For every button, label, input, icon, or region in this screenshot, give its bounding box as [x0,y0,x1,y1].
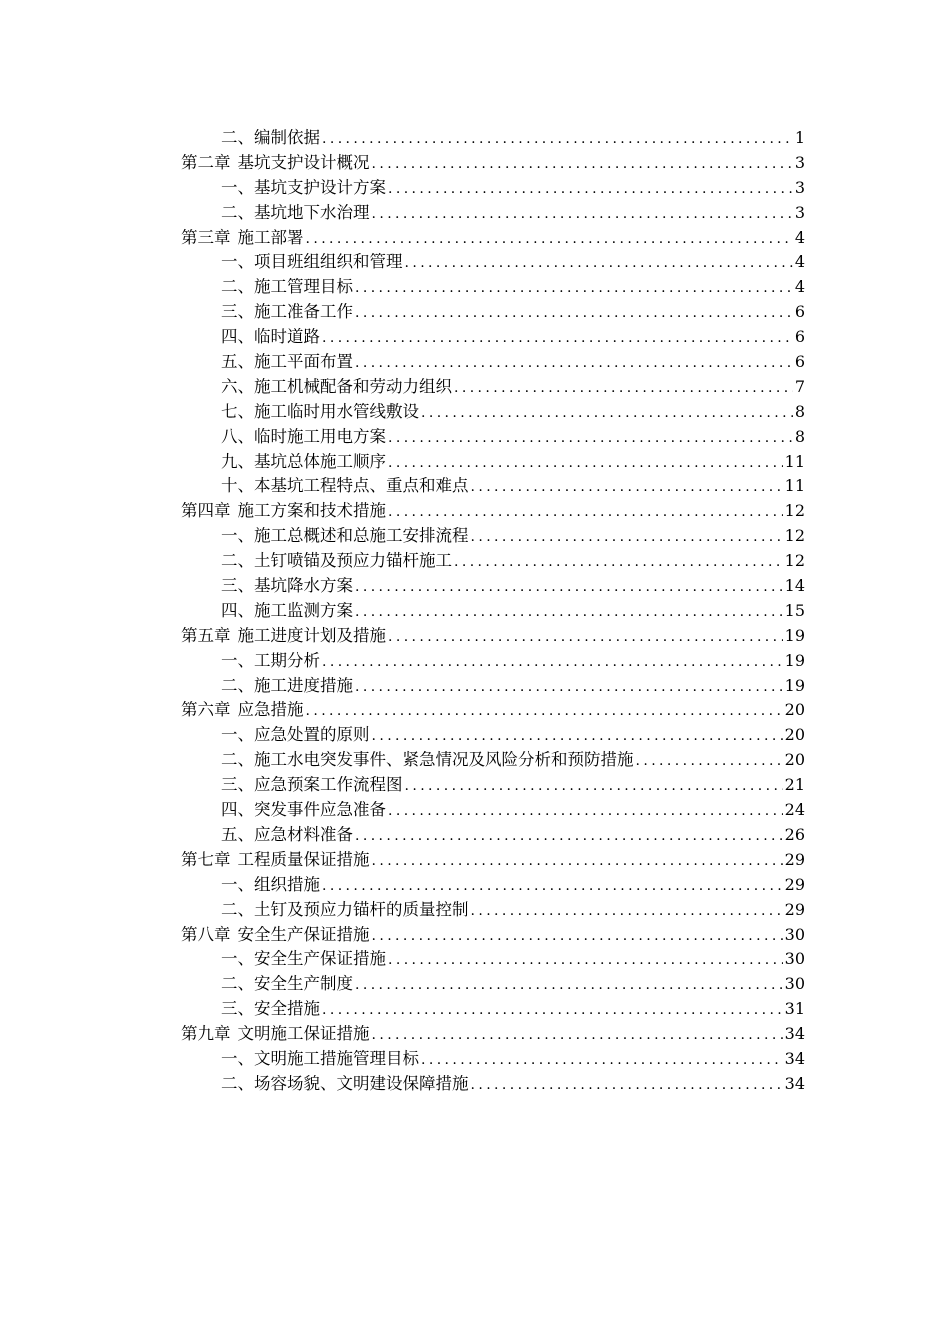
toc-chapter-entry[interactable] [181,698,805,723]
toc-entry-title [221,674,353,699]
toc-section-entry[interactable] [181,972,805,997]
toc-page-number: 29 [784,874,805,894]
toc-chapter-entry[interactable] [181,151,805,176]
toc-page-number: 20 [784,700,805,720]
toc-page-number: 34 [784,1024,805,1044]
chapter-number: 第二章 [181,152,231,172]
toc-section-entry[interactable] [181,201,805,226]
toc-entry-text: 一、施工总概述和总施工安排流程 [221,526,469,546]
toc-entry-title [221,474,469,499]
dot-leader [372,152,793,177]
toc-page-number: 4 [794,227,805,247]
toc-entry-text: 一、应急处置的原则 [221,725,370,745]
toc-entry-text: 十、本基坑工程特点、重点和难点 [221,476,469,496]
dot-leader [322,998,783,1023]
toc-entry-text: 四、突发事件应急准备 [221,800,386,820]
dot-leader [372,724,783,749]
toc-entry-title [221,176,386,201]
toc-entry-text: 八、临时施工用电方案 [221,426,386,446]
toc-entry-text: 六、施工机械配备和劳动力组织 [221,376,452,396]
toc-chapter-entry[interactable] [181,624,805,649]
toc-entry-text: 二、安全生产制度 [221,974,353,994]
toc-entry-title [221,126,320,151]
chapter-number: 第五章 [181,625,231,645]
toc-entry-title [221,873,320,898]
toc-entry-title [221,947,386,972]
toc-chapter-entry[interactable] [181,923,805,948]
toc-section-entry[interactable] [181,798,805,823]
toc-entry-title [221,450,386,475]
chapter-number: 第九章 [181,1024,231,1044]
toc-entry-title [181,1022,370,1047]
toc-page-number: 12 [784,551,805,571]
chapter-number: 第六章 [181,700,231,720]
toc-page-number: 19 [784,650,805,670]
toc-entry-title [221,350,353,375]
dot-leader [471,899,783,924]
toc-section-entry[interactable] [181,350,805,375]
toc-page-number: 15 [784,600,805,620]
toc-section-entry[interactable] [181,898,805,923]
toc-entry-title [221,425,386,450]
toc-section-entry[interactable] [181,997,805,1022]
dot-leader [355,276,793,301]
toc-entry-text: 二、土钉及预应力锚杆的质量控制 [221,899,469,919]
toc-entry-title [181,226,304,251]
toc-page-number: 21 [784,775,805,795]
toc-entry-title [181,923,370,948]
dot-leader [355,351,793,376]
toc-entry-text: 一、工期分析 [221,650,320,670]
chapter-number: 第四章 [181,501,231,521]
toc-entry-text: 三、基坑降水方案 [221,576,353,596]
toc-entry-title [181,151,370,176]
toc-entry-title [221,400,419,425]
toc-chapter-entry[interactable] [181,499,805,524]
toc-entry-text: 施工方案和技术措施 [237,501,386,521]
toc-section-entry[interactable] [181,823,805,848]
toc-page-number: 8 [794,426,805,446]
toc-entry-text: 一、基坑支护设计方案 [221,177,386,197]
toc-entry-text: 四、临时道路 [221,327,320,347]
toc-entry-text: 四、施工监测方案 [221,600,353,620]
chapter-number: 第八章 [181,924,231,944]
dot-leader [388,451,783,476]
toc-section-entry[interactable] [181,574,805,599]
toc-entry-title [221,1047,419,1072]
toc-page-number: 6 [794,352,805,372]
toc-page-number: 34 [784,1048,805,1068]
toc-entry-text: 三、安全措施 [221,999,320,1019]
toc-entry-text: 施工进度计划及措施 [237,625,386,645]
toc-entry-text: 三、应急预案工作流程图 [221,775,403,795]
dot-leader [405,774,783,799]
toc-entry-title [221,723,370,748]
toc-page-number: 7 [794,376,805,396]
toc-page-number: 11 [784,451,805,471]
toc-entry-title [221,300,353,325]
toc-section-entry[interactable] [181,275,805,300]
toc-entry-title [221,823,353,848]
toc-page-number: 30 [784,949,805,969]
toc-page-number: 20 [784,725,805,745]
toc-entry-text: 施工部署 [237,227,304,247]
toc-entry-title [221,773,403,798]
toc-page-number: 8 [794,401,805,421]
toc-section-entry[interactable] [181,1047,805,1072]
toc-entry-text: 二、土钉喷锚及预应力锚杆施工 [221,551,452,571]
toc-page-number: 34 [784,1073,805,1093]
toc-entry-title [221,549,452,574]
toc-entry-text: 九、基坑总体施工顺序 [221,451,386,471]
toc-section-entry[interactable] [181,524,805,549]
toc-page-number: 4 [794,277,805,297]
dot-leader [471,1073,783,1098]
toc-entry-text: 一、安全生产保证措施 [221,949,386,969]
toc-entry-title [221,250,403,275]
toc-section-entry[interactable] [181,450,805,475]
dot-leader [306,227,793,252]
dot-leader [355,973,783,998]
dot-leader [421,401,793,426]
dot-leader [355,675,783,700]
toc-entry-text: 一、组织措施 [221,874,320,894]
toc-entry-title [221,798,386,823]
toc-entry-text: 工程质量保证措施 [237,849,370,869]
toc-page-number: 29 [784,899,805,919]
dot-leader [372,202,793,227]
toc-section-entry[interactable] [181,748,805,773]
toc-entry-text: 一、项目班组组织和管理 [221,252,403,272]
toc-section-entry[interactable] [181,400,805,425]
toc-entry-title [221,524,469,549]
toc-page-number: 30 [784,974,805,994]
toc-section-entry[interactable] [181,425,805,450]
toc-entry-title [221,898,469,923]
dot-leader [372,924,783,949]
toc-page-number: 1 [794,128,805,147]
toc-page-number: 3 [794,152,805,172]
toc-entry-title [221,325,320,350]
dot-leader [388,948,783,973]
toc-page-number: 19 [784,625,805,645]
toc-section-entry[interactable] [181,1072,805,1097]
dot-leader [454,376,793,401]
dot-leader [322,127,793,152]
toc-entry-title [221,375,452,400]
toc-page-number: 29 [784,849,805,869]
toc-section-entry[interactable] [181,474,805,499]
chapter-number: 第七章 [181,849,231,869]
toc-section-entry[interactable] [181,325,805,350]
dot-leader [355,824,783,849]
toc-section-entry[interactable] [181,375,805,400]
toc-entry-title [221,649,320,674]
toc-page-number: 12 [784,526,805,546]
toc-page-number: 30 [784,924,805,944]
table-of-contents [181,126,805,1097]
dot-leader [388,625,783,650]
toc-section-entry[interactable] [181,599,805,624]
toc-entry-title [181,624,386,649]
toc-page-number: 24 [784,800,805,820]
toc-entry-text: 二、施工进度措施 [221,675,353,695]
toc-entry-text: 基坑支护设计概况 [237,152,370,172]
dot-leader [636,749,783,774]
toc-entry-text: 七、施工临时用水管线敷设 [221,401,419,421]
toc-page-number: 14 [784,576,805,596]
chapter-number: 第三章 [181,227,231,247]
dot-leader [388,500,783,525]
toc-page-number: 4 [794,252,805,272]
toc-section-entry[interactable] [181,126,805,151]
toc-section-entry[interactable] [181,300,805,325]
toc-page-number: 20 [784,750,805,770]
toc-entry-text: 三、施工准备工作 [221,302,353,322]
toc-section-entry[interactable] [181,549,805,574]
toc-entry-title [221,997,320,1022]
toc-entry-title [221,574,353,599]
dot-leader [471,475,783,500]
dot-leader [421,1048,783,1073]
dot-leader [322,650,783,675]
dot-leader [388,177,793,202]
toc-section-entry[interactable] [181,947,805,972]
toc-entry-title [221,748,634,773]
toc-section-entry[interactable] [181,176,805,201]
toc-entry-title [181,848,370,873]
toc-entry-title [221,275,353,300]
dot-leader [322,874,783,899]
toc-section-entry[interactable] [181,649,805,674]
toc-page-number: 6 [794,327,805,347]
dot-leader [388,426,793,451]
toc-section-entry[interactable] [181,723,805,748]
toc-entry-title [221,972,353,997]
toc-page-number: 3 [794,177,805,197]
dot-leader [322,326,793,351]
toc-entry-title [221,599,353,624]
dot-leader [372,849,783,874]
toc-page-number: 12 [784,501,805,521]
toc-entry-text: 五、施工平面布置 [221,352,353,372]
dot-leader [355,600,783,625]
toc-entry-title [221,1072,469,1097]
toc-chapter-entry[interactable] [181,848,805,873]
toc-entry-text: 二、编制依据 [221,128,320,147]
toc-entry-text: 二、施工管理目标 [221,277,353,297]
toc-entry-text: 五、应急材料准备 [221,824,353,844]
toc-section-entry[interactable] [181,674,805,699]
dot-leader [388,799,783,824]
toc-section-entry[interactable] [181,873,805,898]
toc-page-number: 31 [784,999,805,1019]
dot-leader [355,575,783,600]
dot-leader [405,251,793,276]
dot-leader [306,699,783,724]
toc-chapter-entry[interactable] [181,226,805,251]
toc-entry-title [181,499,386,524]
toc-entry-text: 安全生产保证措施 [237,924,370,944]
toc-entry-text: 二、场容场貌、文明建设保障措施 [221,1073,469,1093]
toc-entry-text: 应急措施 [237,700,304,720]
toc-entry-text: 文明施工保证措施 [237,1024,370,1044]
toc-entry-text: 二、施工水电突发事件、紧急情况及风险分析和预防措施 [221,750,634,770]
dot-leader [355,301,793,326]
dot-leader [454,550,783,575]
toc-chapter-entry[interactable] [181,1022,805,1047]
toc-entry-title [181,698,304,723]
toc-section-entry[interactable] [181,773,805,798]
dot-leader [372,1023,783,1048]
toc-page-number: 26 [784,824,805,844]
toc-page-number: 6 [794,302,805,322]
toc-entry-text: 一、文明施工措施管理目标 [221,1048,419,1068]
toc-page-number: 19 [784,675,805,695]
toc-page-number: 3 [794,202,805,222]
dot-leader [471,525,783,550]
toc-entry-title [221,201,370,226]
toc-section-entry[interactable] [181,250,805,275]
toc-page-number: 11 [784,476,805,496]
toc-entry-text: 二、基坑地下水治理 [221,202,370,222]
